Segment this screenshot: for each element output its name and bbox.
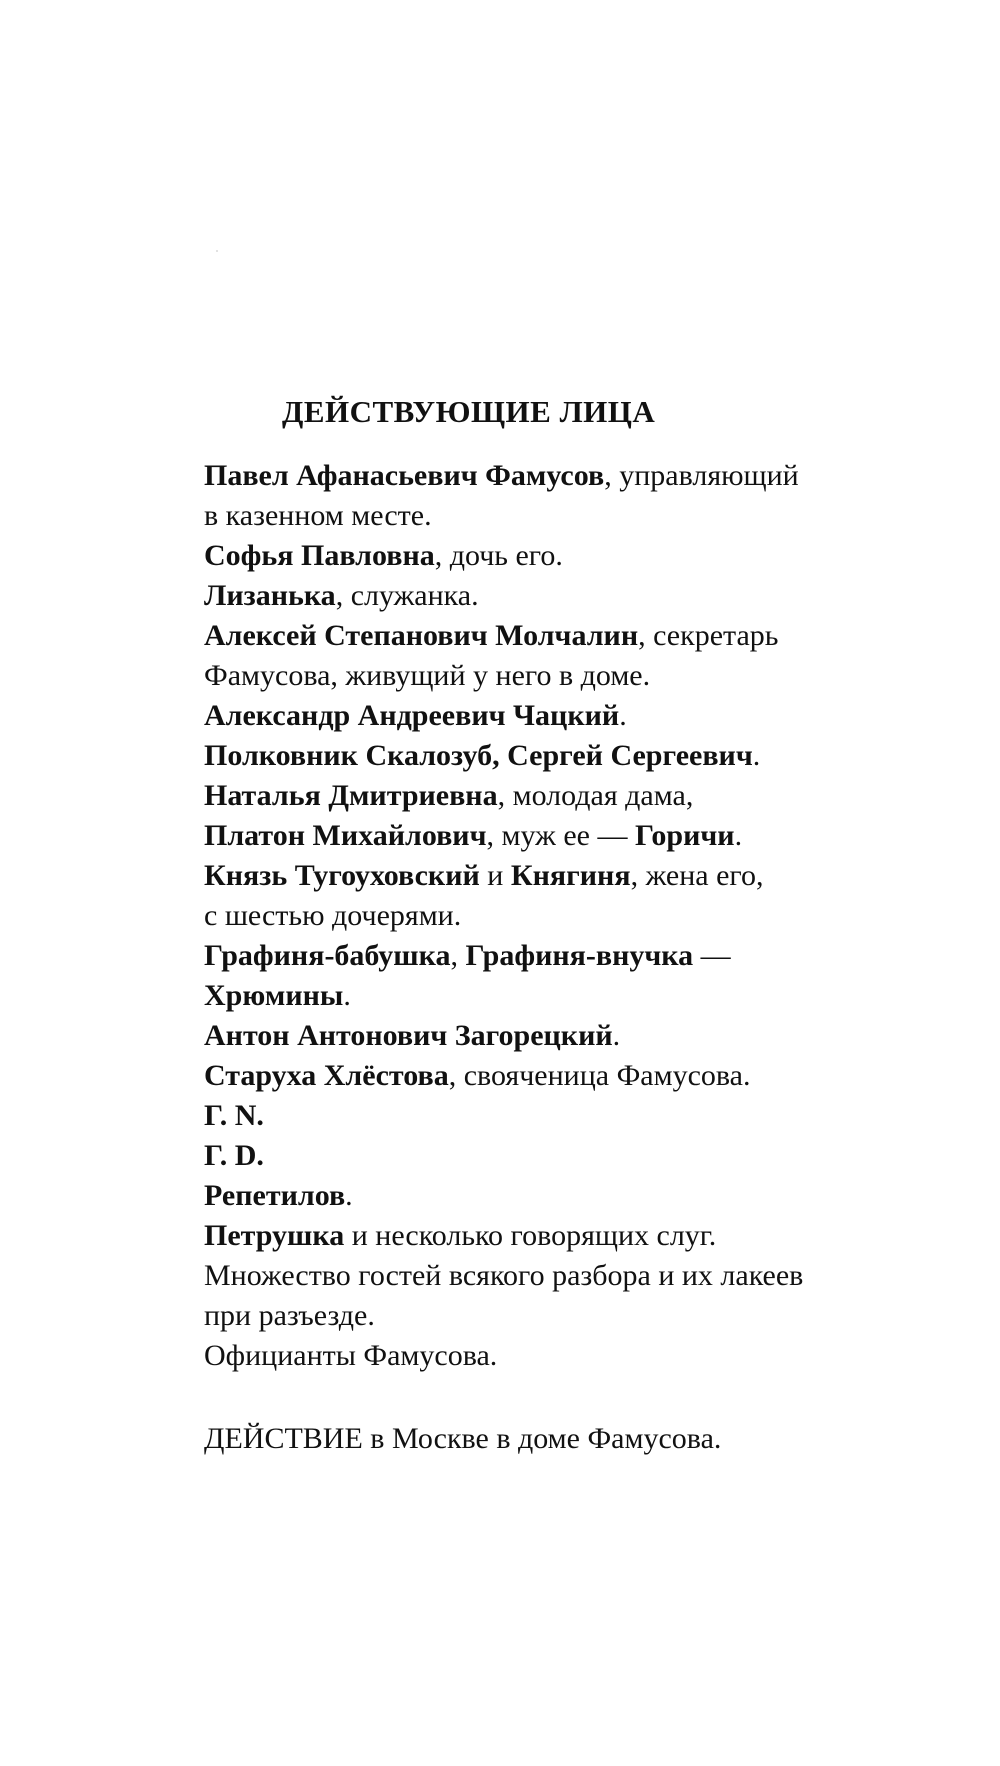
character-name: Алексей Степанович Молчалин: [204, 619, 639, 652]
character-description: .: [345, 1179, 353, 1212]
character-name: Г. D.: [204, 1139, 264, 1172]
cast-line: [204, 1016, 924, 1056]
character-description: и: [479, 859, 511, 892]
cast-line: [204, 1216, 924, 1256]
character-description: .: [619, 699, 627, 732]
cast-line: [204, 1296, 924, 1336]
cast-list: [204, 456, 924, 1459]
character-description: Множество гостей всякого разбора и их лакеев: [204, 1259, 804, 1292]
character-description: Официанты Фамусова.: [204, 1339, 498, 1372]
setting-note: ДЕЙСТВИЕ в Москве в доме Фамусова.: [204, 1422, 722, 1455]
character-name: Полковник Скалозуб, Сергей Сергеевич: [204, 739, 753, 772]
character-name: Горичи: [634, 819, 735, 852]
character-description: .: [612, 1019, 621, 1052]
cast-line: [204, 656, 924, 696]
character-name: Платон Михайлович: [204, 819, 487, 852]
paper-speck: [216, 250, 218, 252]
character-name: Павел Афанасьевич Фамусов: [204, 459, 605, 492]
character-description: , свояченица Фамусова.: [448, 1059, 751, 1092]
character-description: , дочь его.: [434, 539, 563, 572]
character-description: .: [734, 819, 743, 852]
cast-line: [204, 1336, 924, 1376]
cast-line: [204, 816, 924, 856]
character-description: , муж ее —: [486, 819, 635, 852]
character-description: , жена его,: [630, 859, 764, 892]
character-description: , управляющий: [604, 459, 799, 492]
character-name: Хрюмины: [204, 979, 344, 1012]
character-description: .: [752, 739, 761, 772]
cast-line: [204, 496, 924, 536]
character-description: .: [343, 979, 351, 1012]
character-name: Княгиня: [510, 859, 631, 892]
character-name: Наталья Дмитриевна: [204, 779, 498, 812]
character-description: , секретарь: [638, 619, 779, 652]
cast-line: [204, 936, 924, 976]
cast-line: [204, 1176, 924, 1216]
cast-line: [204, 1056, 924, 1096]
cast-line: [204, 976, 924, 1016]
cast-line: [204, 536, 924, 576]
page-heading: ДЕЙСТВУЮЩИЕ ЛИЦА: [282, 394, 656, 429]
cast-line: [204, 696, 924, 736]
character-description: Фамусова, живущий у него в доме.: [204, 659, 651, 692]
character-name: Г. N.: [204, 1099, 264, 1132]
character-name: Александр Андреевич Чацкий: [204, 699, 620, 732]
cast-line: [204, 856, 924, 896]
character-description: и несколько говорящих слуг.: [344, 1219, 717, 1252]
character-name: Петрушка: [204, 1219, 345, 1252]
character-description: с шестью дочерями.: [204, 899, 462, 932]
section-spacer: [204, 1376, 924, 1419]
cast-line: [204, 1256, 924, 1296]
character-description: —: [693, 939, 731, 972]
cast-line: [204, 776, 924, 816]
character-name: Репетилов: [204, 1179, 346, 1212]
character-name: Графиня-бабушка: [204, 939, 451, 972]
character-description: в казенном месте.: [204, 499, 432, 532]
character-name: Антон Антонович Загорецкий: [204, 1019, 613, 1052]
cast-entries: [204, 456, 924, 1376]
character-description: , служанка.: [335, 579, 479, 612]
cast-line: [204, 1136, 924, 1176]
character-name: Старуха Хлёстова: [204, 1059, 449, 1092]
character-name: Лизанька: [204, 579, 336, 612]
character-name: Князь Тугоуховский: [204, 859, 480, 892]
cast-line: [204, 576, 924, 616]
character-description: , молодая дама,: [497, 779, 694, 812]
cast-line: [204, 456, 924, 496]
cast-line: [204, 736, 924, 776]
character-description: при разъезде.: [204, 1299, 375, 1332]
cast-line: [204, 1096, 924, 1136]
cast-line: [204, 896, 924, 936]
cast-line: [204, 616, 924, 656]
character-name: Графиня-внучка: [465, 939, 694, 972]
character-description: ,: [450, 939, 466, 972]
character-name: Софья Павловна: [204, 539, 435, 572]
